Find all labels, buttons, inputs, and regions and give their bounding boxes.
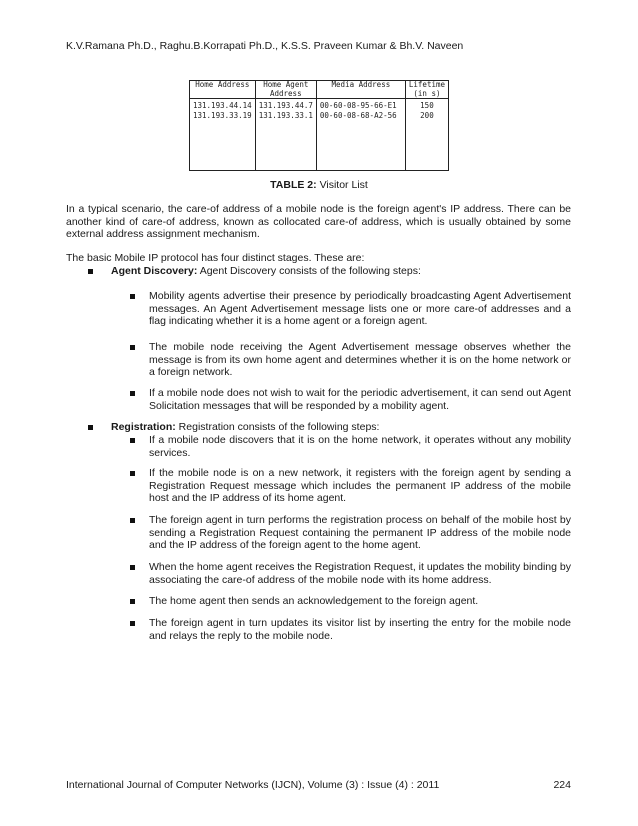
stage-title: Agent Discovery:	[111, 265, 198, 277]
bullet-square-icon	[130, 565, 135, 570]
bullet-square-icon	[130, 621, 135, 626]
list-item-text: The home agent then sends an acknowledgement to the foreign agent.	[149, 595, 479, 607]
column-header: Media Address	[316, 81, 405, 99]
journal-citation: International Journal of Computer Networks (IJCN), Volume (3) : Issue (4) : 2011	[66, 779, 440, 791]
column-header: Home Address	[190, 81, 256, 99]
table-caption	[0, 179, 638, 191]
paragraph-stages-intro: The basic Mobile IP protocol has four distinct stages. These are:	[66, 252, 365, 264]
column-header: Home Agent Address	[255, 81, 316, 99]
stage-intro: Agent Discovery consists of the following steps:	[197, 265, 421, 277]
table-header-row	[190, 81, 449, 99]
list-item	[130, 434, 571, 459]
bullet-square-icon	[130, 518, 135, 523]
stage-title: Registration:	[111, 421, 176, 433]
table-cell	[255, 120, 316, 171]
table-cell: 00-60-08-95-66-E1	[316, 99, 405, 111]
bullet-square-icon	[130, 471, 135, 476]
table-cell	[316, 120, 405, 171]
bullet-square-icon	[130, 599, 135, 604]
bullet-square-icon	[130, 294, 135, 299]
bullet-square-icon	[88, 425, 93, 430]
bullet-square-icon	[88, 269, 93, 274]
table-row-empty	[190, 120, 449, 171]
list-item	[130, 595, 571, 608]
table-cell: 131.193.33.1	[255, 110, 316, 120]
list-item	[130, 387, 571, 412]
page-number: 224	[553, 779, 571, 791]
column-header: Lifetime (in s)	[405, 81, 448, 99]
table-cell: 200	[405, 110, 448, 120]
list-item	[130, 514, 571, 552]
list-item-text: When the home agent receives the Registration Request, it updates the mobility binding by associating the care-of address of the mobile node with its home address.	[149, 561, 571, 586]
caption-label: TABLE 2:	[270, 179, 317, 191]
bullet-square-icon	[130, 391, 135, 396]
bullet-square-icon	[130, 345, 135, 350]
table-row	[190, 110, 449, 120]
stage-intro: Registration consists of the following steps:	[175, 421, 380, 433]
stage-agent-discovery	[88, 265, 421, 278]
visitor-list-table	[189, 80, 449, 171]
list-item	[130, 290, 571, 328]
list-item-text: Mobility agents advertise their presence by periodically broadcasting Agent Advertisement messages. An Agent Advertisement message lists one or more care-of addresses and a flag indicating whether it is a home agent or a foreign agent.	[149, 290, 571, 327]
list-item	[130, 617, 571, 642]
list-item-text: The foreign agent in turn updates its visitor list by inserting the entry for the mobile node and relays the reply to the mobile node.	[149, 617, 571, 642]
table-cell: 131.193.44.14	[190, 99, 256, 111]
bullet-square-icon	[130, 438, 135, 443]
list-item-text: If a mobile node discovers that it is on the home network, it operates without any mobility services.	[149, 434, 571, 459]
table-row	[190, 99, 449, 111]
table-cell: 150	[405, 99, 448, 111]
caption-text: Visitor List	[316, 179, 368, 191]
stage-registration	[88, 421, 379, 434]
paragraph-care-of-address: In a typical scenario, the care-of address of a mobile node is the foreign agent's IP address. There can be another kind of care-of address, known as collocated care-of address, which is usually obtained by some external address assignment mechanism.	[66, 203, 571, 240]
table-cell	[190, 120, 256, 171]
table-cell: 00-60-08-68-A2-56	[316, 110, 405, 120]
list-item	[130, 467, 571, 505]
page-footer	[66, 779, 571, 791]
list-item-text: If a mobile node does not wish to wait for the periodic advertisement, it can send out Agent Solicitation messages that will be responded by a mobility agent.	[149, 387, 571, 412]
list-item-text: The foreign agent in turn performs the registration process on behalf of the mobile host by sending a Registration Request containing the permanent IP address of the mobile node and the IP address of the foreign agent to the home agent.	[149, 514, 571, 551]
list-item-text: If the mobile node is on a new network, it registers with the foreign agent by sending a Registration Request message which includes the permanent IP address of the mobile host and the IP address of its home agent.	[149, 467, 571, 504]
list-item	[130, 561, 571, 586]
list-item-text: The mobile node receiving the Agent Advertisement message observes whether the message is from its own home agent and determines whether it is on the home network or a foreign network.	[149, 341, 571, 378]
table-cell: 131.193.44.7	[255, 99, 316, 111]
table-cell: 131.193.33.19	[190, 110, 256, 120]
running-header: K.V.Ramana Ph.D., Raghu.B.Korrapati Ph.D., K.S.S. Praveen Kumar & Bh.V. Naveen	[66, 40, 464, 52]
table-cell	[405, 120, 448, 171]
list-item	[130, 341, 571, 379]
